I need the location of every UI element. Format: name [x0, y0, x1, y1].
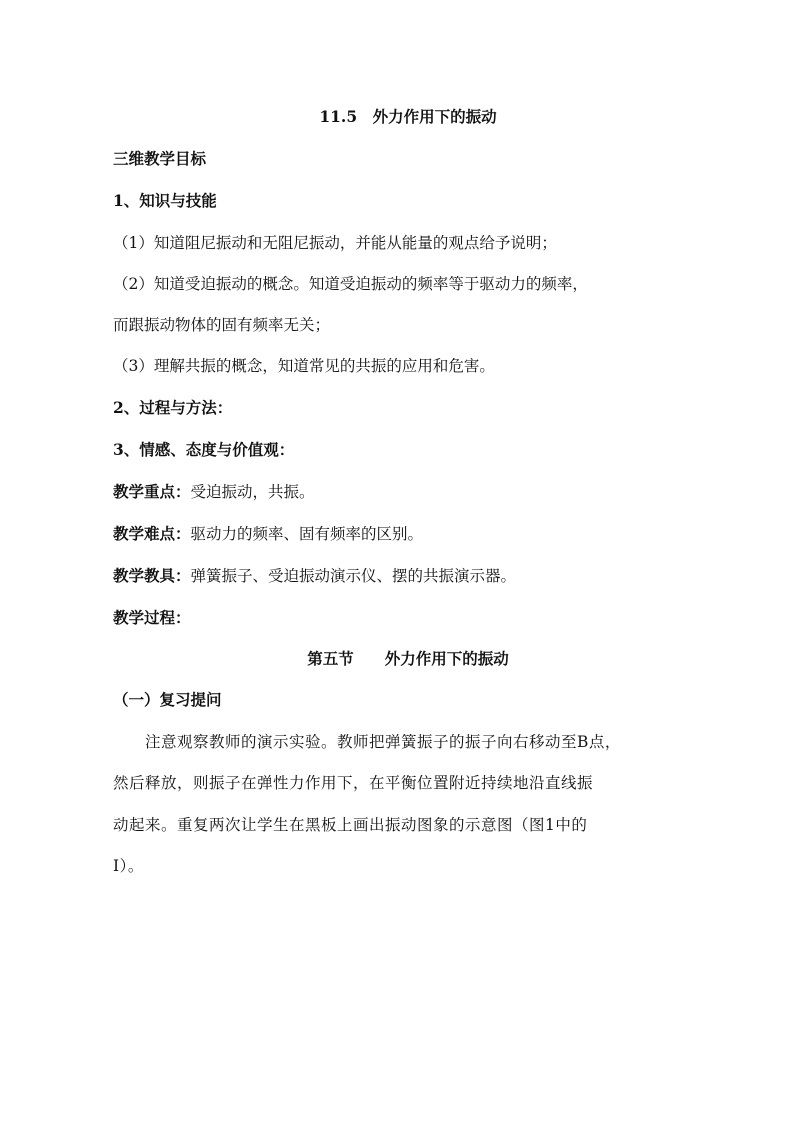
objectives-heading: 三维教学目标 — [113, 149, 207, 168]
difficulty-line — [113, 523, 703, 545]
difficulty-text: 驱动力的频率、固有频率的区别。 — [190, 525, 424, 543]
key-point-text: 受迫振动，共振。 — [190, 483, 315, 501]
tools-text: 弹簧振子、受迫振动演示仪、摆的共振演示器。 — [190, 567, 517, 585]
paragraph-line: Ⅰ）。 — [113, 857, 144, 875]
process-method-heading: 2、过程与方法： — [113, 398, 233, 417]
process-label: 教学过程： — [113, 608, 191, 627]
paragraph-line: 动起来。重复两次让学生在黑板上画出振动图象的示意图（图1中的 — [113, 816, 588, 834]
tools-line — [113, 565, 703, 587]
paragraph-line: 注意观察教师的演示实验。教师把弹簧振子的振子向右移动至B点， — [113, 733, 621, 751]
emotion-heading: 3、情感、态度与价值观： — [113, 440, 295, 459]
section-title: 第五节 外力作用下的振动 — [307, 649, 509, 668]
key-point-label: 教学重点： — [113, 482, 191, 501]
key-point-line — [113, 481, 703, 503]
tools-label: 教学教具： — [113, 566, 191, 585]
review-heading: （一）复习提问 — [113, 690, 222, 709]
knowledge-item: 而跟振动物体的固有频率无关； — [113, 316, 331, 334]
difficulty-label: 教学难点： — [113, 524, 191, 543]
document-title: 11.5 外力作用下的振动 — [319, 107, 497, 126]
knowledge-item: （2）知道受迫振动的概念。知道受迫振动的频率等于驱动力的频率， — [113, 275, 588, 293]
paragraph-line: 然后释放，则振子在弹性力作用下，在平衡位置附近持续地沿直线振 — [113, 774, 594, 792]
knowledge-item: （1）知道阻尼振动和无阻尼振动，并能从能量的观点给予说明； — [113, 234, 557, 252]
knowledge-heading: 1、知识与技能 — [113, 191, 217, 210]
knowledge-item: （3）理解共振的概念，知道常见的共振的应用和危害。 — [113, 357, 495, 375]
